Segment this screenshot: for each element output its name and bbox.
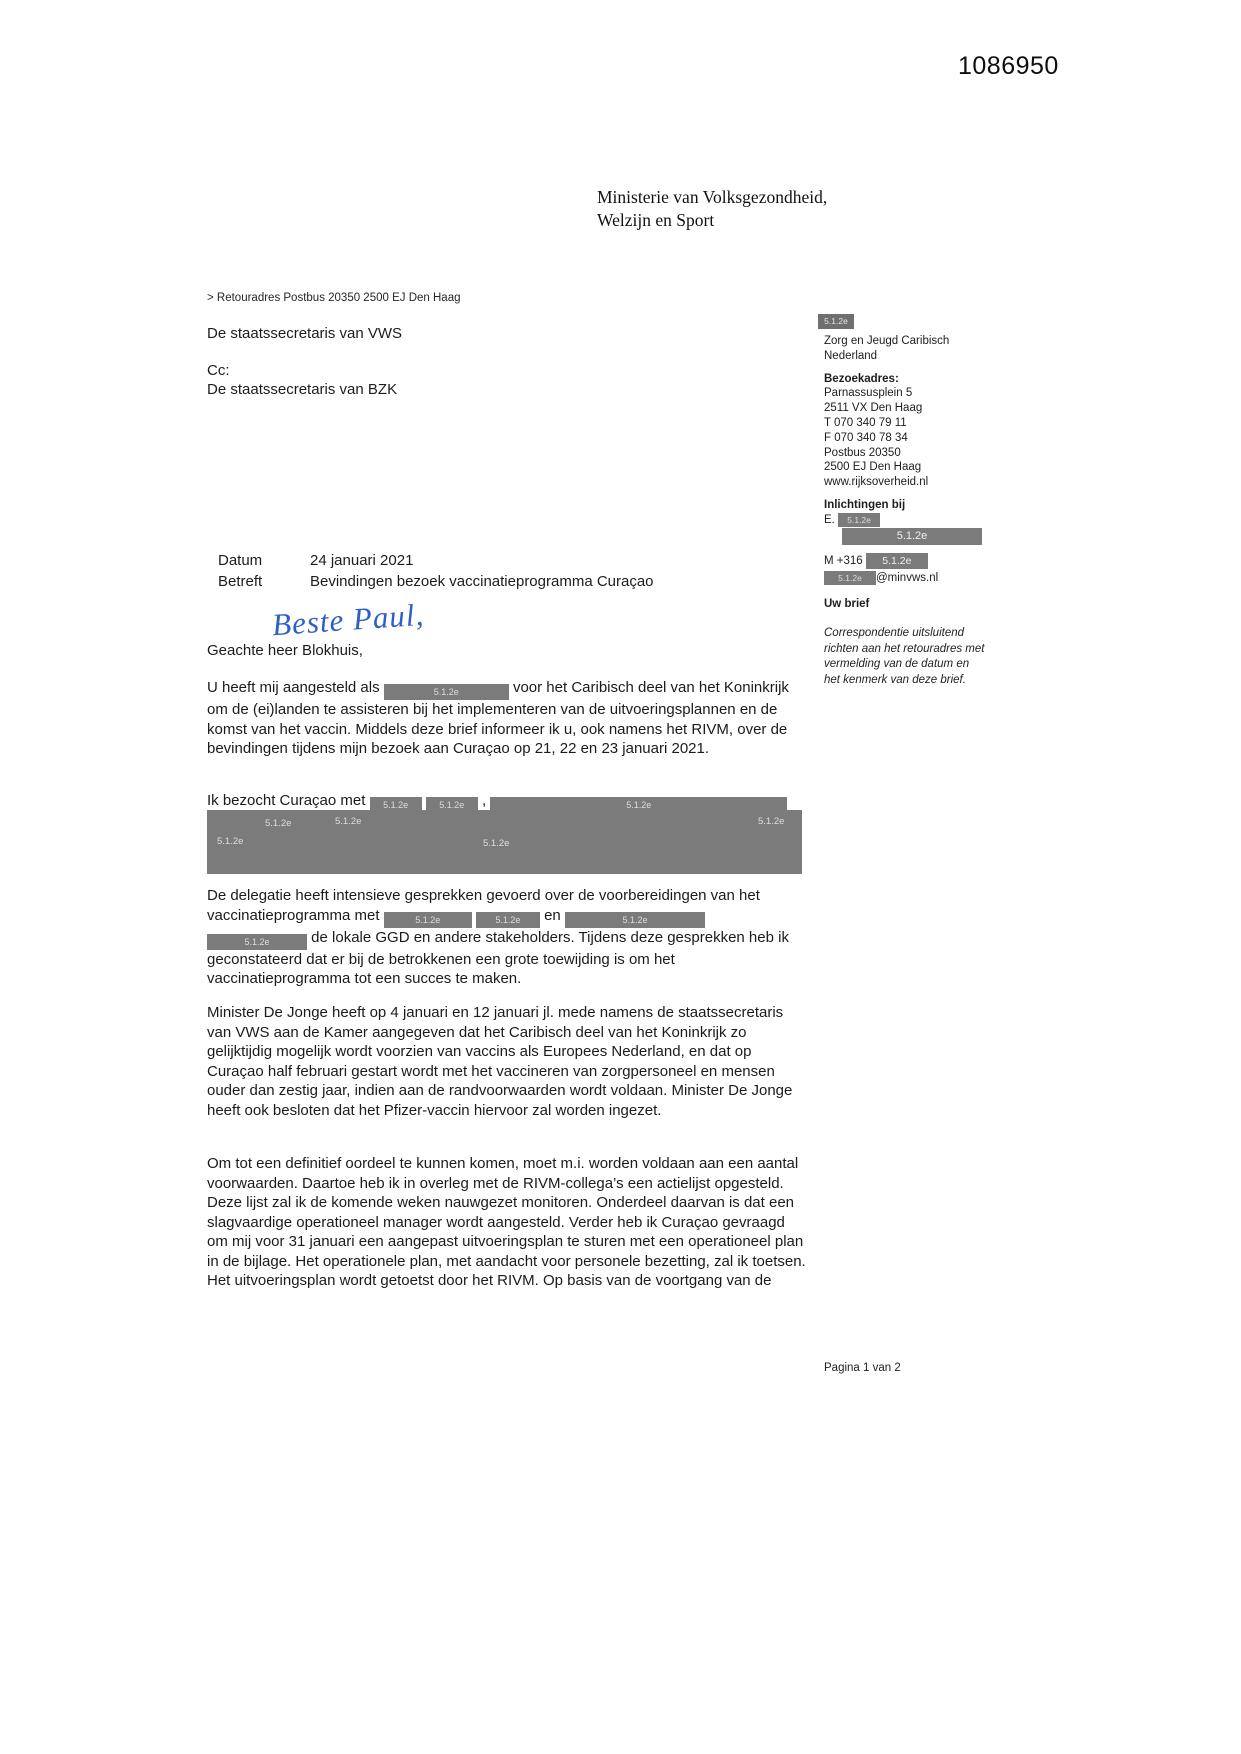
email-line (824, 571, 998, 586)
ministry-line-2: Welzijn en Sport (597, 210, 715, 230)
department-line-1: Zorg en Jeugd Caribisch (824, 335, 950, 347)
redaction-block (842, 528, 982, 545)
redaction-label: 5.1.2e (824, 316, 848, 326)
redaction-label: 5.1.2e (495, 914, 521, 925)
paragraph-text: De delegatie heeft intensieve gesprekken gevoerd over de voorbereidingen van het vaccinatieprogramma met (207, 887, 760, 924)
mobile-line (824, 553, 998, 569)
salutation: Geachte heer Blokhuis, (207, 642, 363, 659)
address-line: 2511 VX Den Haag (824, 402, 923, 415)
redaction-label: 5.1.2e (335, 816, 362, 827)
redaction-label: 5.1.2e (626, 800, 652, 810)
recipient-line-2: De staatssecretaris van BZK (207, 381, 398, 398)
redaction-block-large (207, 810, 802, 874)
paragraph-conditions: Om tot een definitief oordeel te kunnen komen, moet m.i. worden voldaan aan een aantal voorwaarden. Daartoe heb ik in overleg met de RIVM-collega’s een actielijst opgesteld. Deze lijst zal ik de komende weken nauwgezet monitoren. Onderdeel daarvan is dat een slagvaardige operationeel manager wordt aangesteld. Verder heb ik Curaçao gevraagd om mij voor 31 januari een aangepast uitvoeringsplan te sturen met een operationeel plan in de bijlage. Het operationele plan, met aandacht voor personele bezetting, zal ik toetsen. Het uitvoeringsplan wordt getoetst door het RIVM. Op basis van de voortgang van de (207, 1155, 806, 1289)
redaction-label: 5.1.2e (217, 836, 244, 847)
redaction-label: 5.1.2e (882, 554, 912, 567)
redaction-block (866, 553, 928, 569)
redaction-label: 5.1.2e (439, 800, 465, 810)
paragraph-text: en (544, 906, 561, 924)
paragraph-text: Ik bezocht Curaçao met (207, 792, 366, 809)
redaction-label: 5.1.2e (622, 914, 648, 925)
redaction-label: 5.1.2e (896, 529, 928, 542)
address-line: F 070 340 78 34 (824, 431, 908, 444)
redaction-label: 5.1.2e (244, 936, 270, 947)
subject-value: Bevindingen bezoek vaccinatieprogramma Curaçao (310, 573, 654, 590)
email-suffix: @minvws.nl (876, 571, 939, 584)
page-indicator: Pagina 1 van 2 (824, 1362, 901, 1374)
paragraph-delegation (207, 886, 806, 989)
redaction-block (384, 684, 509, 700)
inquiries-heading: Inlichtingen bij (824, 498, 906, 511)
ministry-header (597, 186, 827, 232)
redaction-block (818, 314, 854, 329)
department-line-2: Nederland (824, 349, 878, 362)
paragraph-text: , (481, 792, 487, 809)
mobile-prefix: M +316 (824, 554, 863, 567)
address-line: Postbus 20350 (824, 446, 901, 459)
redaction-block (207, 934, 307, 950)
redaction-label: 5.1.2e (483, 838, 510, 849)
recipient-line-1: De staatssecretaris van VWS (207, 325, 403, 342)
recipient-cc-label: Cc: (207, 362, 230, 379)
paragraph-minister: Minister De Jonge heeft op 4 januari en 12 januari jl. mede namens de staatssecretaris van VWS aan de Kamer aangegeven dat het Caribisch deel van het Koninkrijk zo gelijktijdig mogelijk wordt voorzien van vaccins als Europees Nederland, en dat op Curaçao half februari gestart wordt met het vaccineren van zorgpersoneel en mensen ouder dan zestig jaar, indien aan de randvoorwaarden wordt voldaan. Minister De Jonge heeft ook besloten dat het Pfizer-vaccin hiervoor zal worden ingezet. (207, 1004, 793, 1119)
your-letter-heading: Uw brief (824, 598, 870, 611)
redaction-label: 5.1.2e (758, 816, 785, 827)
visiting-address-heading: Bezoekadres: (824, 372, 899, 385)
paragraph-appointment (207, 678, 806, 759)
sidebar (818, 314, 998, 688)
contact-line (824, 513, 998, 528)
return-address: > Retouradres Postbus 20350 2500 EJ Den Haag (207, 292, 461, 304)
paragraph-text: de lokale GGD en andere stakeholders. Tijdens deze gesprekken heb ik geconstateerd dat er bij de betrokkenen een grote toewijding is om het vaccinatieprogramma tot een succes te maken. (207, 928, 789, 987)
redaction-label: 5.1.2e (415, 914, 441, 925)
subject-label: Betreft (218, 573, 263, 590)
redaction-block (838, 513, 880, 527)
redaction-block (476, 912, 540, 928)
redaction-label: 5.1.2e (433, 687, 459, 697)
redaction-block (565, 912, 705, 928)
date-label: Datum (218, 552, 263, 569)
redaction-label: 5.1.2e (383, 800, 409, 810)
date-value: 24 januari 2021 (310, 552, 414, 569)
contact-prefix: E. (824, 513, 835, 526)
redaction-label: 5.1.2e (838, 572, 862, 583)
redaction-label: 5.1.2e (847, 514, 871, 525)
address-line: 2500 EJ Den Haag (824, 461, 922, 474)
redaction-label: 5.1.2e (265, 818, 292, 829)
correspondence-note: Correspondentie uitsluitend richten aan het retouradres met vermelding van de datum en het kenmerk van deze brief. (824, 627, 985, 686)
document-number: 1086950 (958, 52, 1059, 80)
ministry-line-1: Ministerie van Volksgezondheid, (597, 187, 828, 207)
paragraph-text: voor het Caribisch deel van het Koninkrijk om de (ei)landen te assisteren bij het implementeren van de uitvoeringsplannen en de komst van het vaccin. Middels deze brief informeer ik u, ook namens het RIVM, over de bevindingen tijdens mijn bezoek aan Curaçao op 21, 22 en 23 januari 2021. (207, 679, 789, 757)
redaction-block (384, 912, 472, 928)
website-text: www.rijksoverheid.nl (824, 476, 929, 489)
paragraph-text: U heeft mij aangesteld als (207, 679, 380, 696)
address-line: Parnassusplein 5 (824, 387, 913, 400)
address-line: T 070 340 79 11 (824, 416, 907, 429)
redaction-block (824, 571, 876, 585)
handwritten-greeting: Beste Paul, (270, 596, 426, 643)
